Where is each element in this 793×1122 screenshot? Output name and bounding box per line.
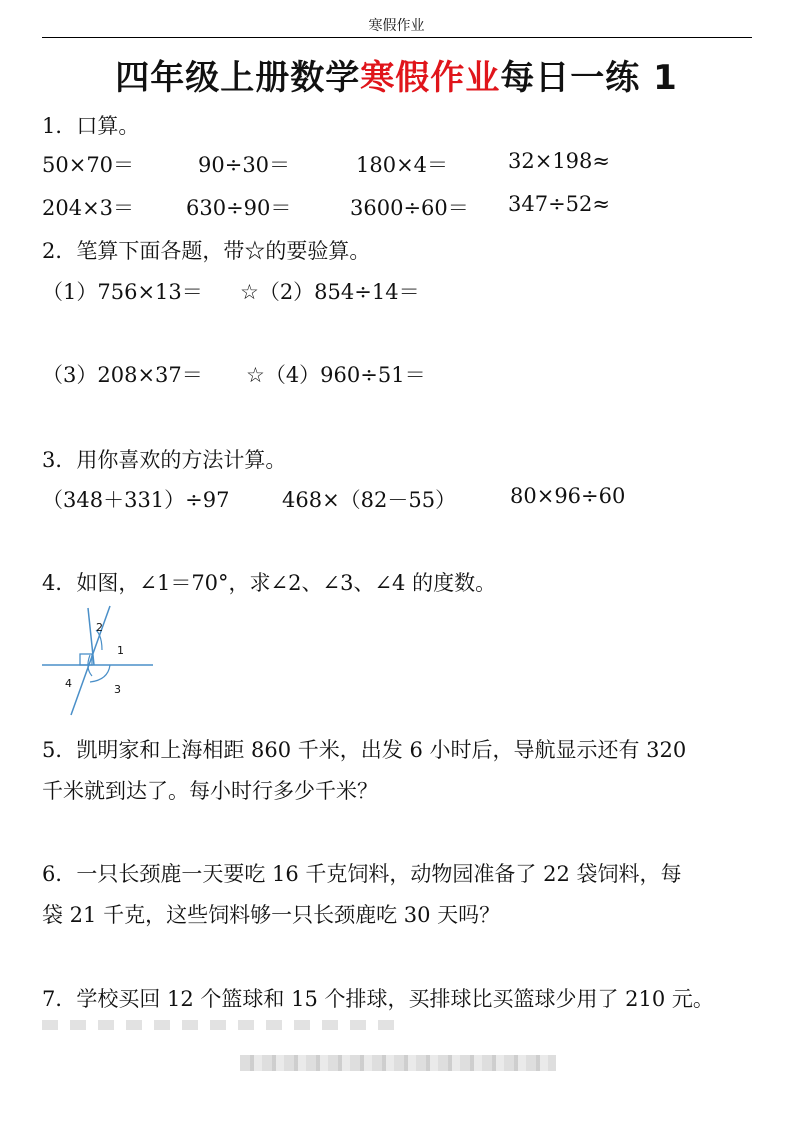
- q1-item: 32×198≈: [508, 149, 610, 173]
- header-rule: [42, 37, 752, 38]
- q1-item: 204×3＝: [42, 196, 135, 220]
- q1-item: 630÷90＝: [186, 196, 292, 220]
- page-title: [0, 50, 793, 99]
- angle-label-3: 3: [114, 683, 121, 696]
- angle-label-1: 1: [117, 644, 124, 657]
- q3-item: 80×96÷60: [510, 484, 626, 508]
- cutoff-text-fragment: [42, 1020, 402, 1030]
- q5-line2: 千米就到达了。每小时行多少千米？: [42, 779, 378, 803]
- q7-line1: 7．学校买回 12 个篮球和 15 个排球，买排球比买篮球少用了 210 元。: [42, 987, 714, 1011]
- q1-label: 1．口算。: [42, 114, 140, 138]
- blurred-watermark: [240, 1055, 556, 1071]
- q1-item: 180×4＝: [356, 153, 449, 177]
- q1-item: 90÷30＝: [198, 153, 291, 177]
- q6-line1: 6．一只长颈鹿一天要吃 16 千克饲料，动物园准备了 22 袋饲料，每: [42, 862, 682, 886]
- q2-label: 2．笔算下面各题，带☆的要验算。: [42, 239, 371, 263]
- q4-label: 4．如图，∠1＝70°，求∠2、∠3、∠4 的度数。: [42, 571, 497, 595]
- angle-figure: [38, 600, 158, 720]
- q2-item: （3）208×37＝: [42, 363, 203, 387]
- q2-item: ☆（4）960÷51＝: [246, 363, 426, 387]
- q1-item: 3600÷60＝: [350, 196, 469, 220]
- title-highlight: 寒假作业: [360, 58, 501, 98]
- q3-item: （348＋331）÷97: [42, 488, 230, 512]
- q1-item: 347÷52≈: [508, 192, 610, 216]
- title-part1: 四年级上册数学: [115, 58, 361, 98]
- q3-item: 468×（82－55）: [282, 488, 457, 512]
- q3-label: 3．用你喜欢的方法计算。: [42, 448, 287, 472]
- q2-item: ☆（2）854÷14＝: [240, 280, 420, 304]
- angle-label-4: 4: [65, 677, 72, 690]
- page-header: 寒假作业: [368, 18, 425, 34]
- title-part2: 每日一练 1: [500, 58, 678, 98]
- angle-label-2: 2: [96, 621, 103, 634]
- q1-item: 50×70＝: [42, 153, 135, 177]
- q5-line1: 5．凯明家和上海相距 860 千米，出发 6 小时后，导航显示还有 320: [42, 738, 687, 762]
- q6-line2: 袋 21 千克，这些饲料够一只长颈鹿吃 30 天吗？: [42, 903, 501, 927]
- q2-item: （1）756×13＝: [42, 280, 203, 304]
